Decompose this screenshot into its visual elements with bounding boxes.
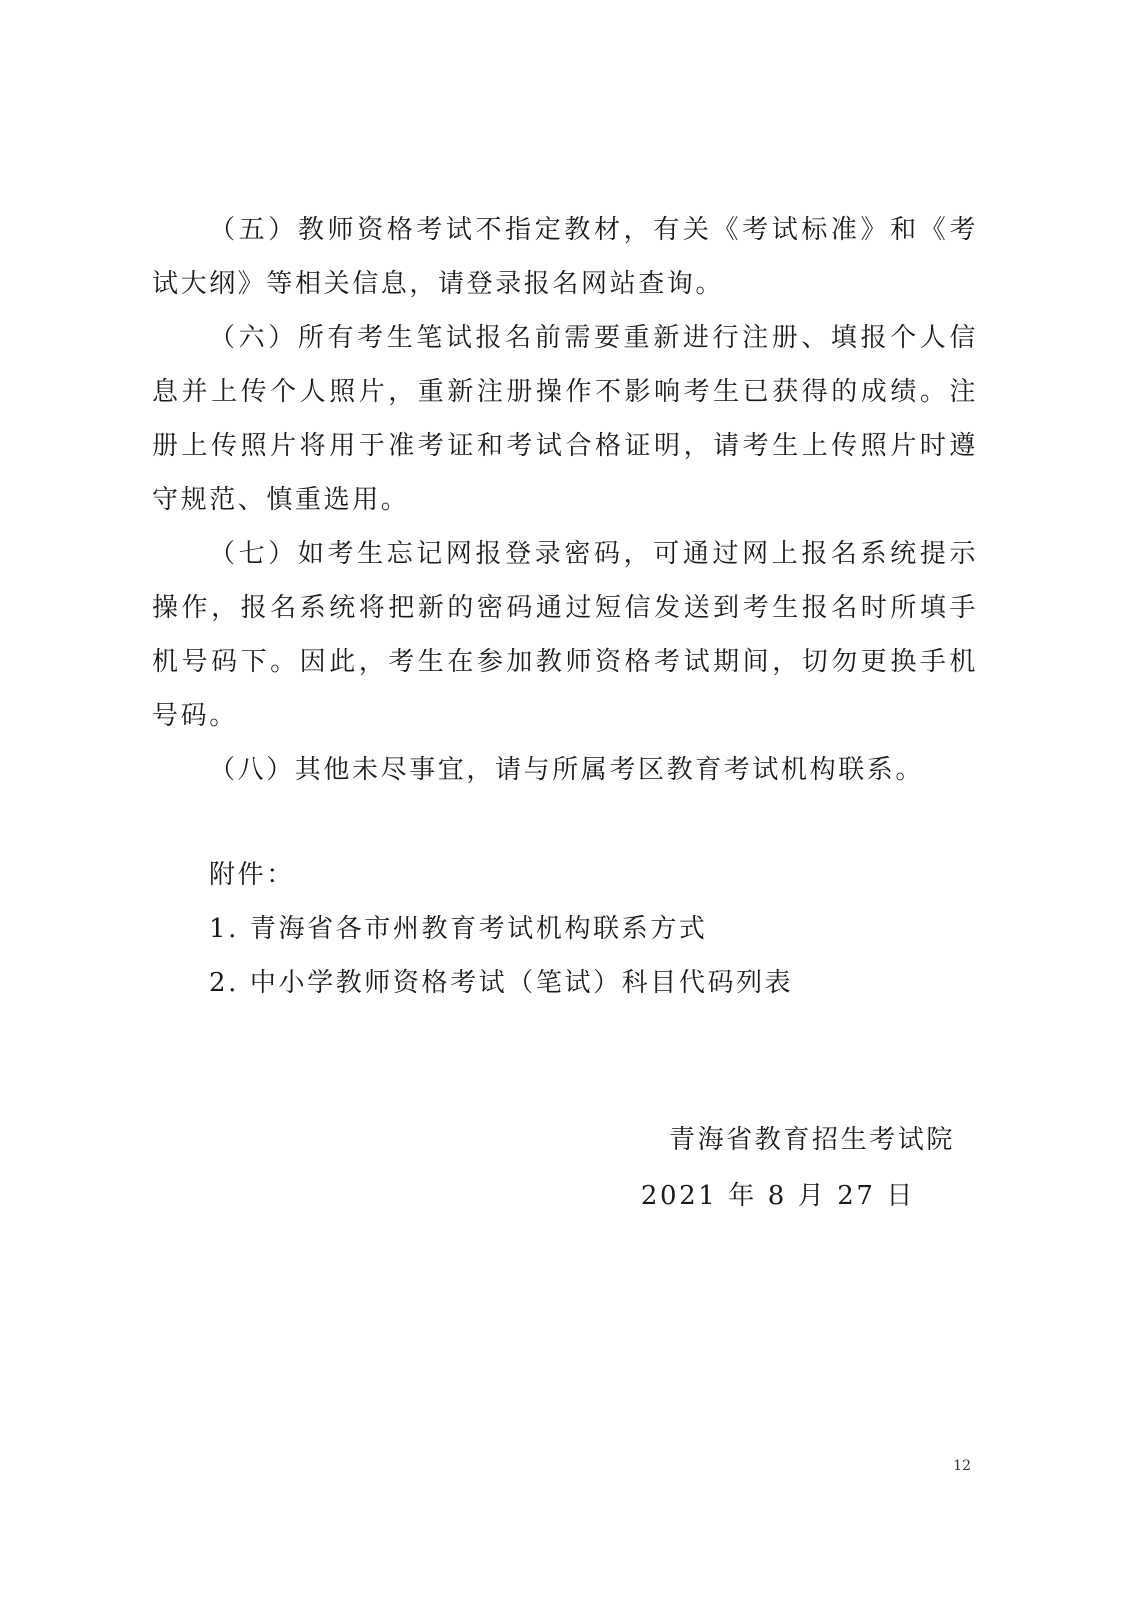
paragraph-8: （八）其他未尽事宜，请与所属考区教育考试机构联系。 <box>209 755 925 785</box>
signature-block <box>600 1112 955 1224</box>
body-text <box>152 203 978 797</box>
paragraph-5: （五）教师资格考试不指定教材，有关《考试标准》和《考试大纲》等相关信息，请登录报名网站查询。 <box>152 215 978 299</box>
paragraph-6: （六）所有考生笔试报名前需要重新进行注册、填报个人信息并上传个人照片，重新注册操作不影响考生已获得的成绩。注册上传照片将用于准考证和考试合格证明，请考生上传照片时遵守规范、慎重选用。 <box>152 323 978 515</box>
signature-date: 2021 年 8 月 27 日 <box>640 1181 915 1211</box>
attachment-item-2: 2. 中小学教师资格考试（笔试）科目代码列表 <box>209 968 794 998</box>
page-number: 12 <box>953 1458 971 1474</box>
attachment-item-1: 1. 青海省各市州教育考试机构联系方式 <box>209 914 708 944</box>
signature-organization: 青海省教育招生考试院 <box>668 1125 955 1155</box>
attachments <box>209 848 969 1010</box>
attachments-heading: 附件： <box>209 860 295 890</box>
paragraph-7: （七）如考生忘记网报登录密码，可通过网上报名系统提示操作，报名系统将把新的密码通过短信发送到考生报名时所填手机号码下。因此，考生在参加教师资格考试期间，切勿更换手机号码。 <box>152 539 978 731</box>
